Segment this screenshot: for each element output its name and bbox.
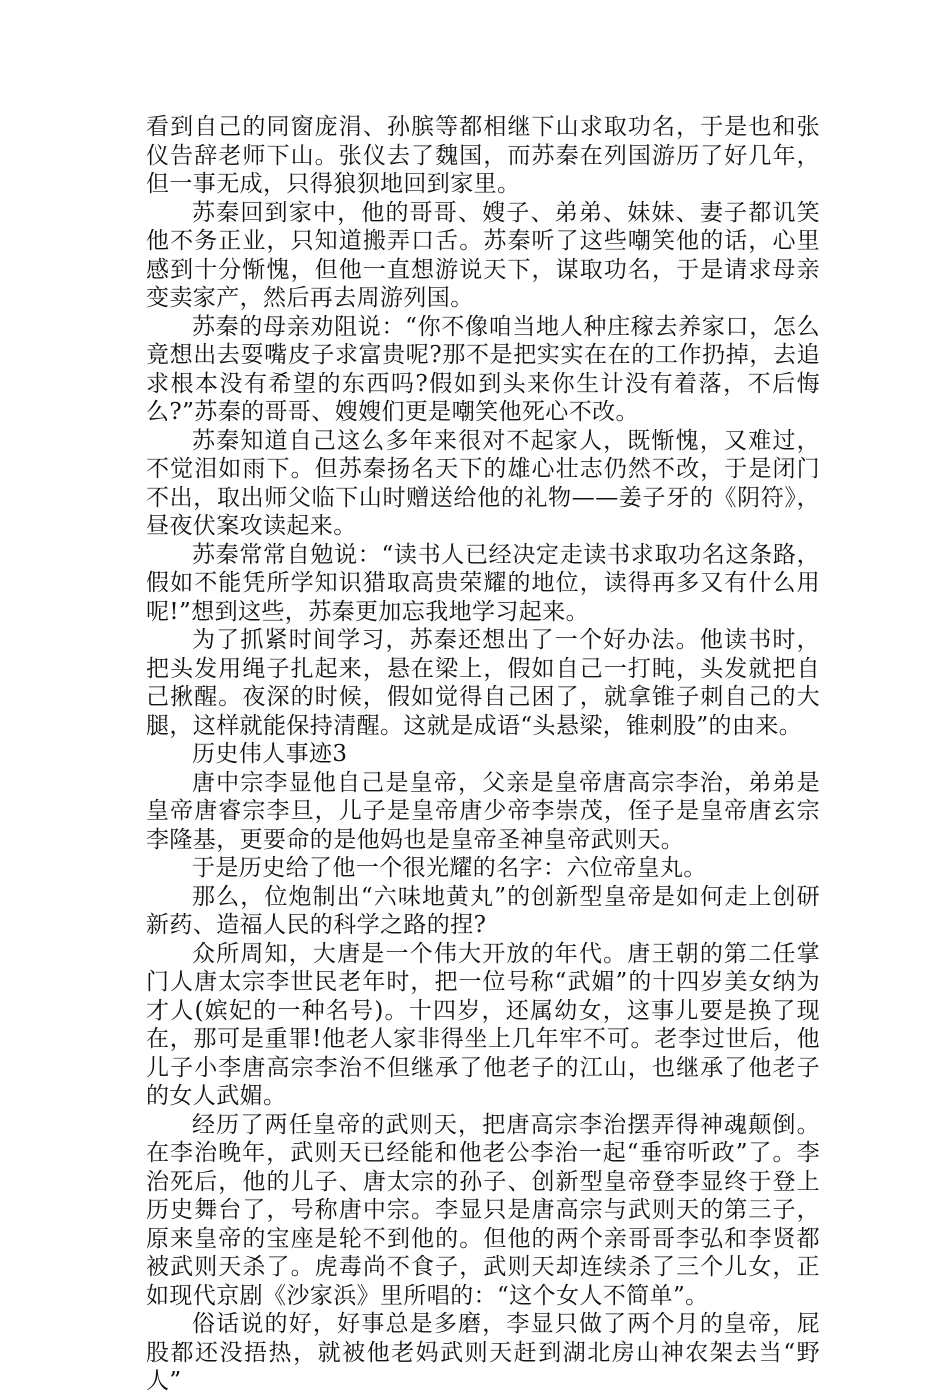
paragraph: 于是历史给了他一个很光耀的名字：六位帝皇丸。 — [192, 855, 707, 881]
paragraph: 俗话说的好，好事总是多磨，李显只做了两个月的皇帝，屁股都还没捂热，就被他老妈武则天赶到湖北房山神农架去当“野人” — [146, 1311, 820, 1394]
paragraph: 唐中宗李显他自己是皇帝，父亲是皇帝唐高宗李治，弟弟是皇帝唐睿宗李旦，儿子是皇帝唐少帝李崇茂，侄子是皇帝唐玄宗李隆基，更要命的是他妈也是皇帝圣神皇帝武则天。 — [146, 769, 820, 853]
paragraph: 苏秦知道自己这么多年来很对不起家人，既惭愧，又难过，不觉泪如雨下。但苏秦扬名天下的雄心壮志仍然不改，于是闭门不出，取出师父临下山时赠送给他的礼物——姜子牙的《阴符》，昼夜伏案攻读起来。 — [146, 427, 820, 539]
paragraph: 苏秦回到家中，他的哥哥、嫂子、弟弟、妹妹、妻子都讥笑他不务正业，只知道搬弄口舌。苏秦听了这些嘲笑他的话，心里感到十分惭愧，但他一直想游说天下，谋取功名，于是请求母亲变卖家产，然后再去周游列国。 — [146, 199, 820, 311]
paragraph: 经历了两任皇帝的武则天，把唐高宗李治摆弄得神魂颠倒。在李治晚年，武则天已经能和他老公李治一起“垂帘听政”了。李治死后，他的儿子、唐太宗的孙子、创新型皇帝登李显终于登上历史舞台了，号称唐中宗。李显只是唐高宗与武则天的第三子，原来皇帝的宝座是轮不到他的。但他的两个亲哥哥李弘和李贤都被武则天杀了。虎毒尚不食子，武则天却连续杀了三个儿女，正如现代京剧《沙家浜》里所唱的：“这个女人不简单”。 — [146, 1111, 820, 1309]
section-heading: 历史伟人事迹3 — [192, 741, 348, 767]
paragraph: 为了抓紧时间学习，苏秦还想出了一个好办法。他读书时，把头发用绳子扎起来，悬在梁上，假如自己一打盹，头发就把自己揪醒。夜深的时候，假如觉得自己困了，就拿锥子刺自己的大腿，这样就能保持清醒。这就是成语“头悬梁，锥刺股”的由来。 — [146, 627, 820, 739]
paragraph: 苏秦常常自勉说：“读书人已经决定走读书求取功名这条路，假如不能凭所学知识猎取高贵荣耀的地位，读得再多又有什么用呢!”想到这些，苏秦更加忘我地学习起来。 — [146, 541, 820, 625]
paragraph: 那么，位炮制出“六味地黄丸”的创新型皇帝是如何走上创研新药、造福人民的科学之路的捏? — [146, 883, 820, 938]
paragraph: 众所周知，大唐是一个伟大开放的年代。唐王朝的第二任掌门人唐太宗李世民老年时，把一位号称“武媚”的十四岁美女纳为才人(嫔妃的一种名号)。十四岁，还属幼女，这事儿要是换了现在，那可是重罪!他老人家非得坐上几年牢不可。老李过世后，他儿子小李唐高宗李治不但继承了他老子的江山，也继承了他老子的女人武媚。 — [146, 940, 820, 1109]
paragraph: 看到自己的同窗庞涓、孙膑等都相继下山求取功名，于是也和张仪告辞老师下山。张仪去了魏国，而苏秦在列国游历了好几年，但一事无成，只得狼狈地回到家里。 — [146, 114, 820, 197]
paragraph: 苏秦的母亲劝阻说：“你不像咱当地人种庄稼去养家口，怎么竟想出去耍嘴皮子求富贵呢?那不是把实实在在的工作扔掉，去追求根本没有希望的东西吗?假如到头来你生计没有着落，不后悔么?”苏秦的哥哥、嫂嫂们更是嘲笑他死心不改。 — [146, 313, 820, 425]
document-body — [146, 113, 820, 1396]
